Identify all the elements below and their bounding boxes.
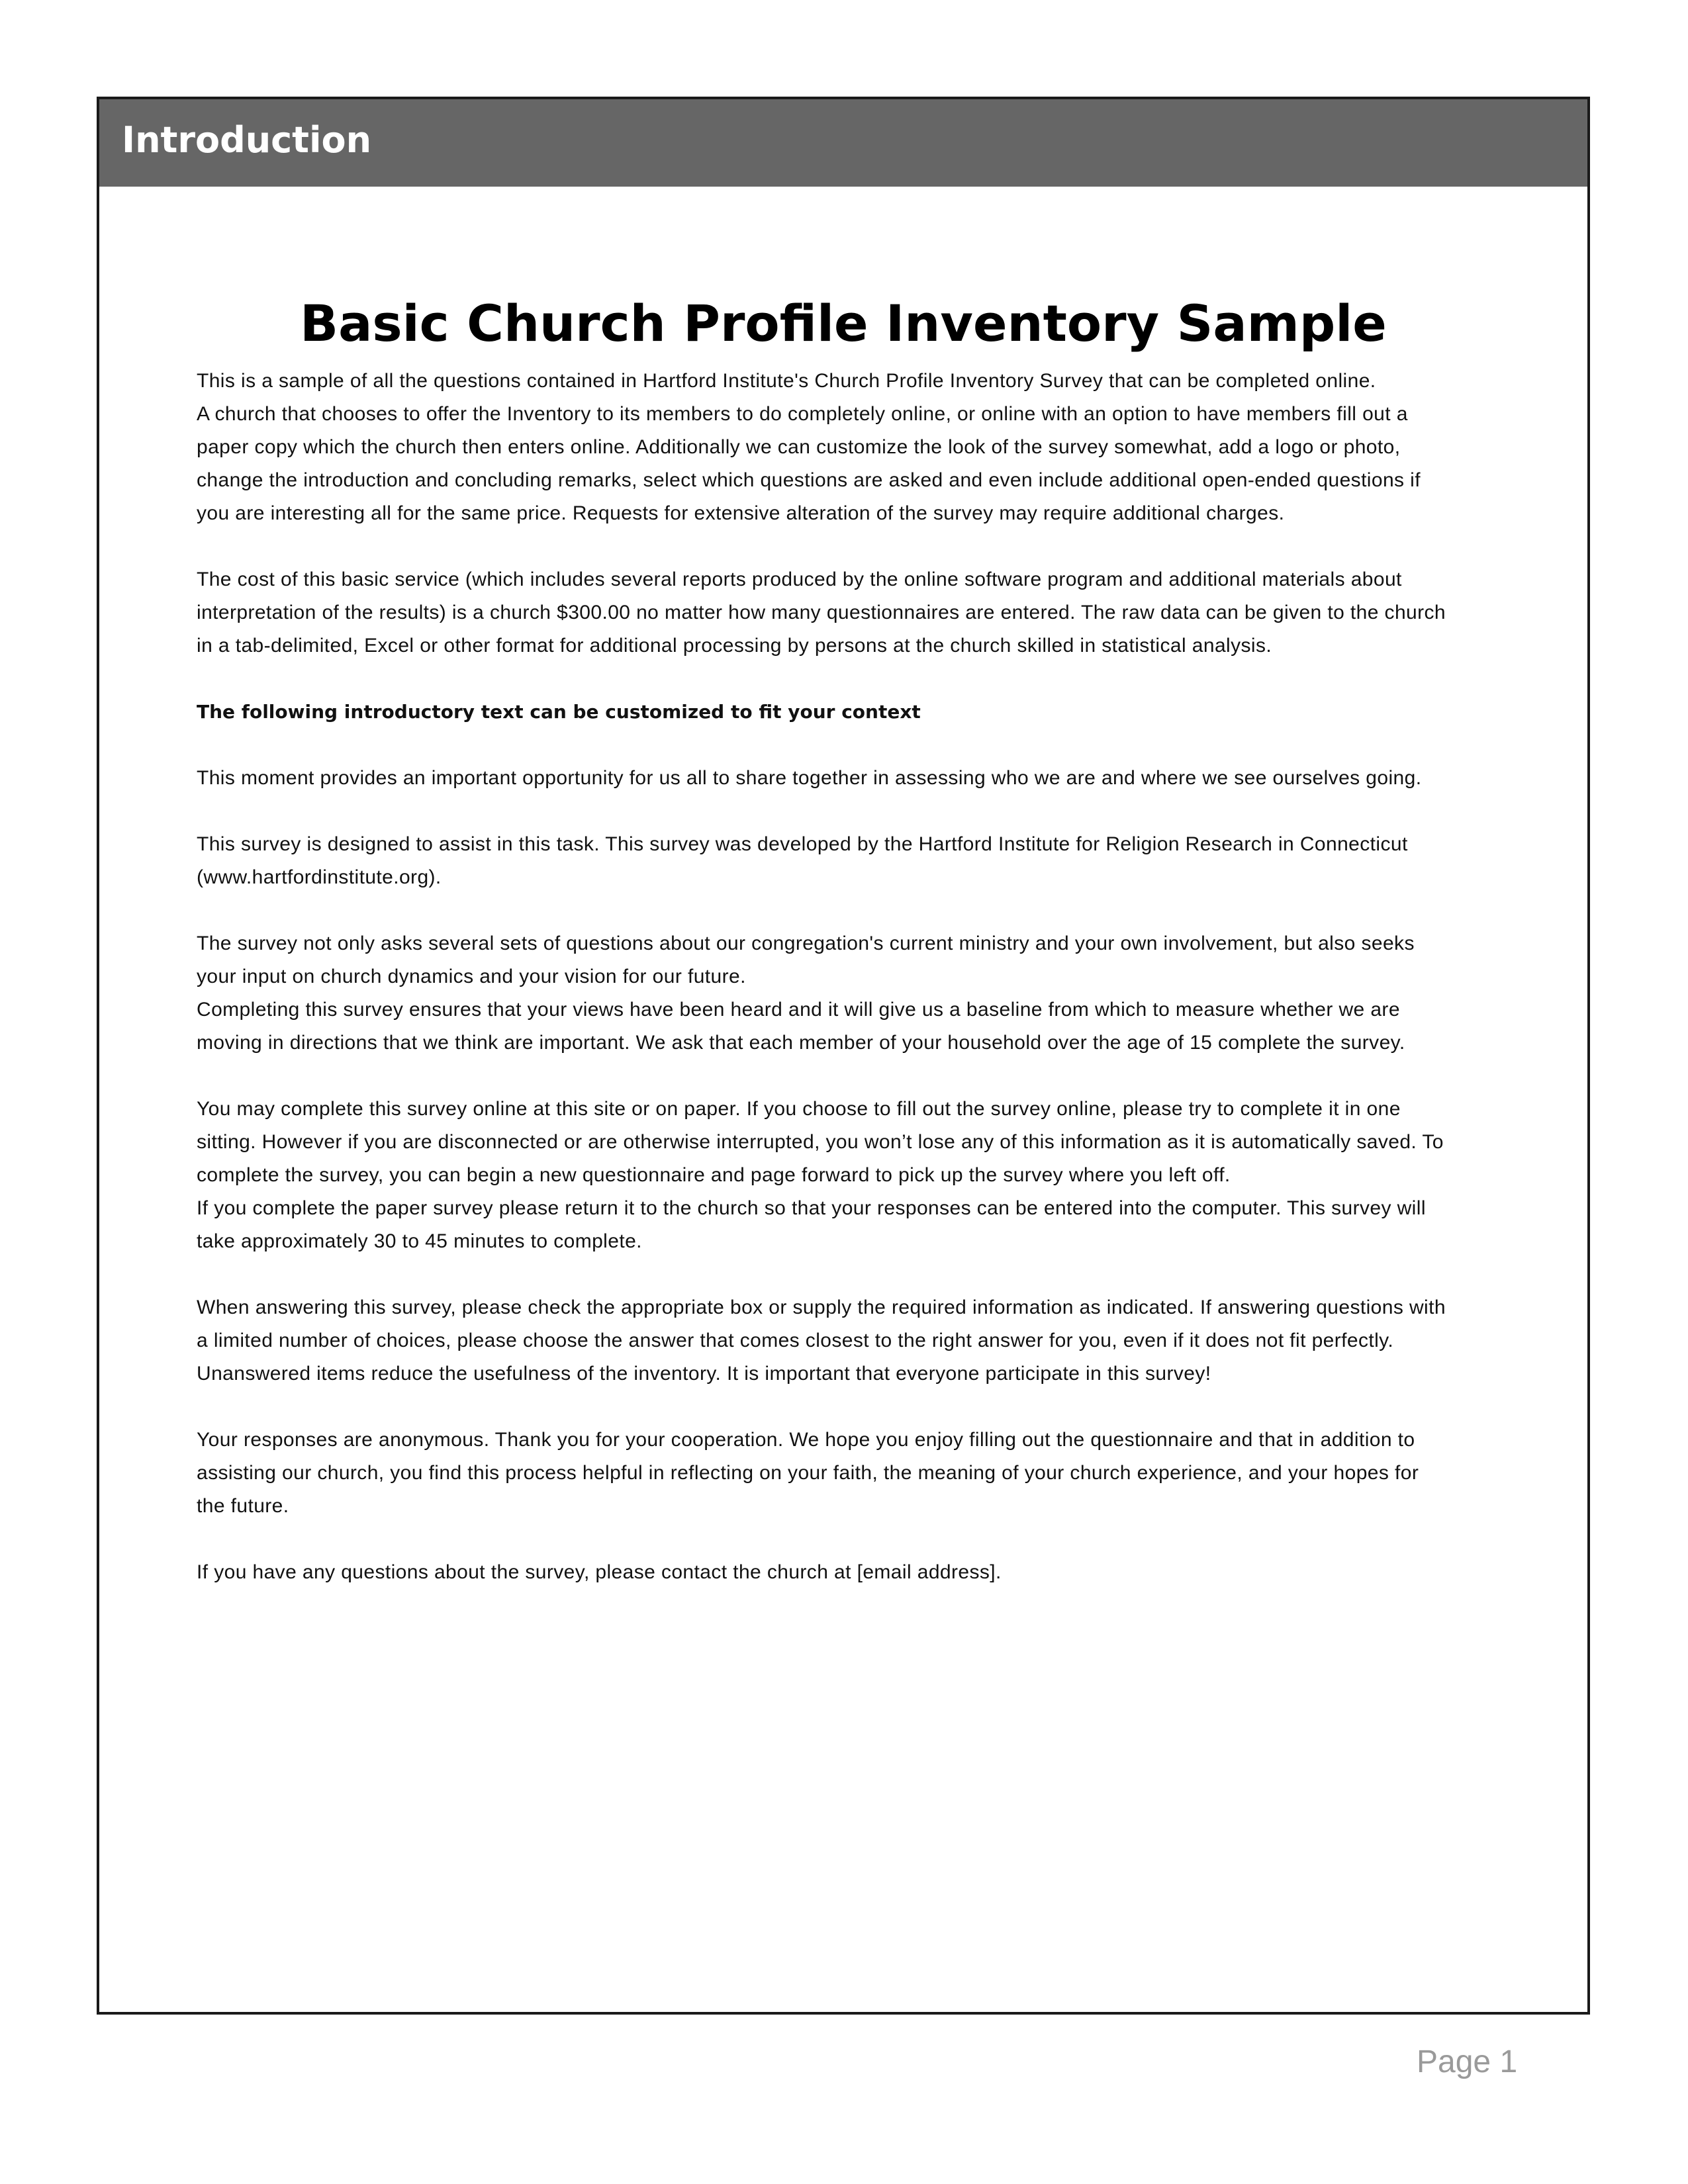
paragraph-survey-purpose [197, 927, 1448, 1060]
document-body [197, 365, 1448, 1622]
paragraph-line: This moment provides an important opportunity for us all to share together in assessing who we are and where we see ourselves going. [197, 767, 1422, 789]
paragraph-line: Your responses are anonymous. Thank you for your cooperation. We hope you enjoy filling out the questionnaire and that in addition to assisting our church, you find this process helpful in reflecting on your faith, the meaning of your church experience, and your hopes for the future. [197, 1429, 1419, 1517]
paragraph-line: When answering this survey, please check the appropriate box or supply the required information as indicated. If answering questions with a limited number of choices, please choose the answer that comes closest to the right answer for you, even if it does not fit perfectly. Unanswered items reduce the usefulness of the inventory. It is important that everyone participate in this survey! [197, 1297, 1446, 1385]
paragraph-customizable-note [197, 696, 1448, 729]
paragraph-sample-intro [197, 365, 1448, 530]
paragraph-completion-instructions [197, 1093, 1448, 1258]
document-title: Basic Church Profile Inventory Sample [300, 294, 1387, 353]
paragraph-line: A church that chooses to offer the Inventory to its members to do completely online, or online with an option to have members fill out a paper copy which the church then enters online. Additionally we can customize the look of the survey somewhat, add a logo or photo, change the introduction and concluding remarks, select which questions are asked and even include additional open-ended questions if you are interesting all for the same price. Requests for extensive alteration of the survey may require additional charges. [197, 403, 1421, 524]
page-number: Page 1 [1417, 2044, 1518, 2079]
paragraph-line: The cost of this basic service (which includes several reports produced by the online software program and additional materials about interpretation of the results) is a church $300.00 no matter how many questionnaires are entered. The raw data can be given to the church in a tab-delimited, Excel or other format for additional processing by persons at the church skilled in statistical analysis. [197, 569, 1446, 657]
section-title: Introduction [122, 119, 372, 161]
paragraph-line: If you have any questions about the survey, please contact the church at [email address]. [197, 1561, 1002, 1583]
paragraph-line: This is a sample of all the questions contained in Hartford Institute's Church Profile Inventory Survey that can be completed online. [197, 370, 1376, 392]
paragraph-anonymity [197, 1424, 1448, 1523]
paragraph-answering-instructions [197, 1291, 1448, 1390]
paragraph-line: This survey is designed to assist in this task. This survey was developed by the Hartford Institute for Religion Research in Connecticut (www.hartfordinstitute.org). [197, 833, 1408, 888]
paragraph-cost [197, 563, 1448, 662]
paragraph-developed-by [197, 828, 1448, 894]
customizable-note: The following introductory text can be customized to fit your context [197, 701, 921, 723]
section-header-bar [99, 99, 1587, 187]
paragraph-line: Completing this survey ensures that your views have been heard and it will give us a baseline from which to measure whether we are moving in directions that we think are important. We ask that each member of your household over the age of 15 complete the survey. [197, 999, 1405, 1054]
paragraph-line: If you complete the paper survey please return it to the church so that your responses can be entered into the computer. This survey will take approximately 30 to 45 minutes to complete. [197, 1197, 1426, 1252]
paragraph-line: You may complete this survey online at this site or on paper. If you choose to fill out the survey online, please try to complete it in one sitting. However if you are disconnected or are otherwise interrupted, you won’t lose any of this information as it is automatically saved. To complete the survey, you can begin a new questionnaire and page forward to pick up the survey where you left off. [197, 1098, 1444, 1186]
paragraph-opportunity [197, 762, 1448, 795]
paragraph-line: The survey not only asks several sets of questions about our congregation's current ministry and your own involvement, but also seeks your input on church dynamics and your vision for our future. [197, 933, 1415, 987]
paragraph-contact [197, 1556, 1448, 1589]
